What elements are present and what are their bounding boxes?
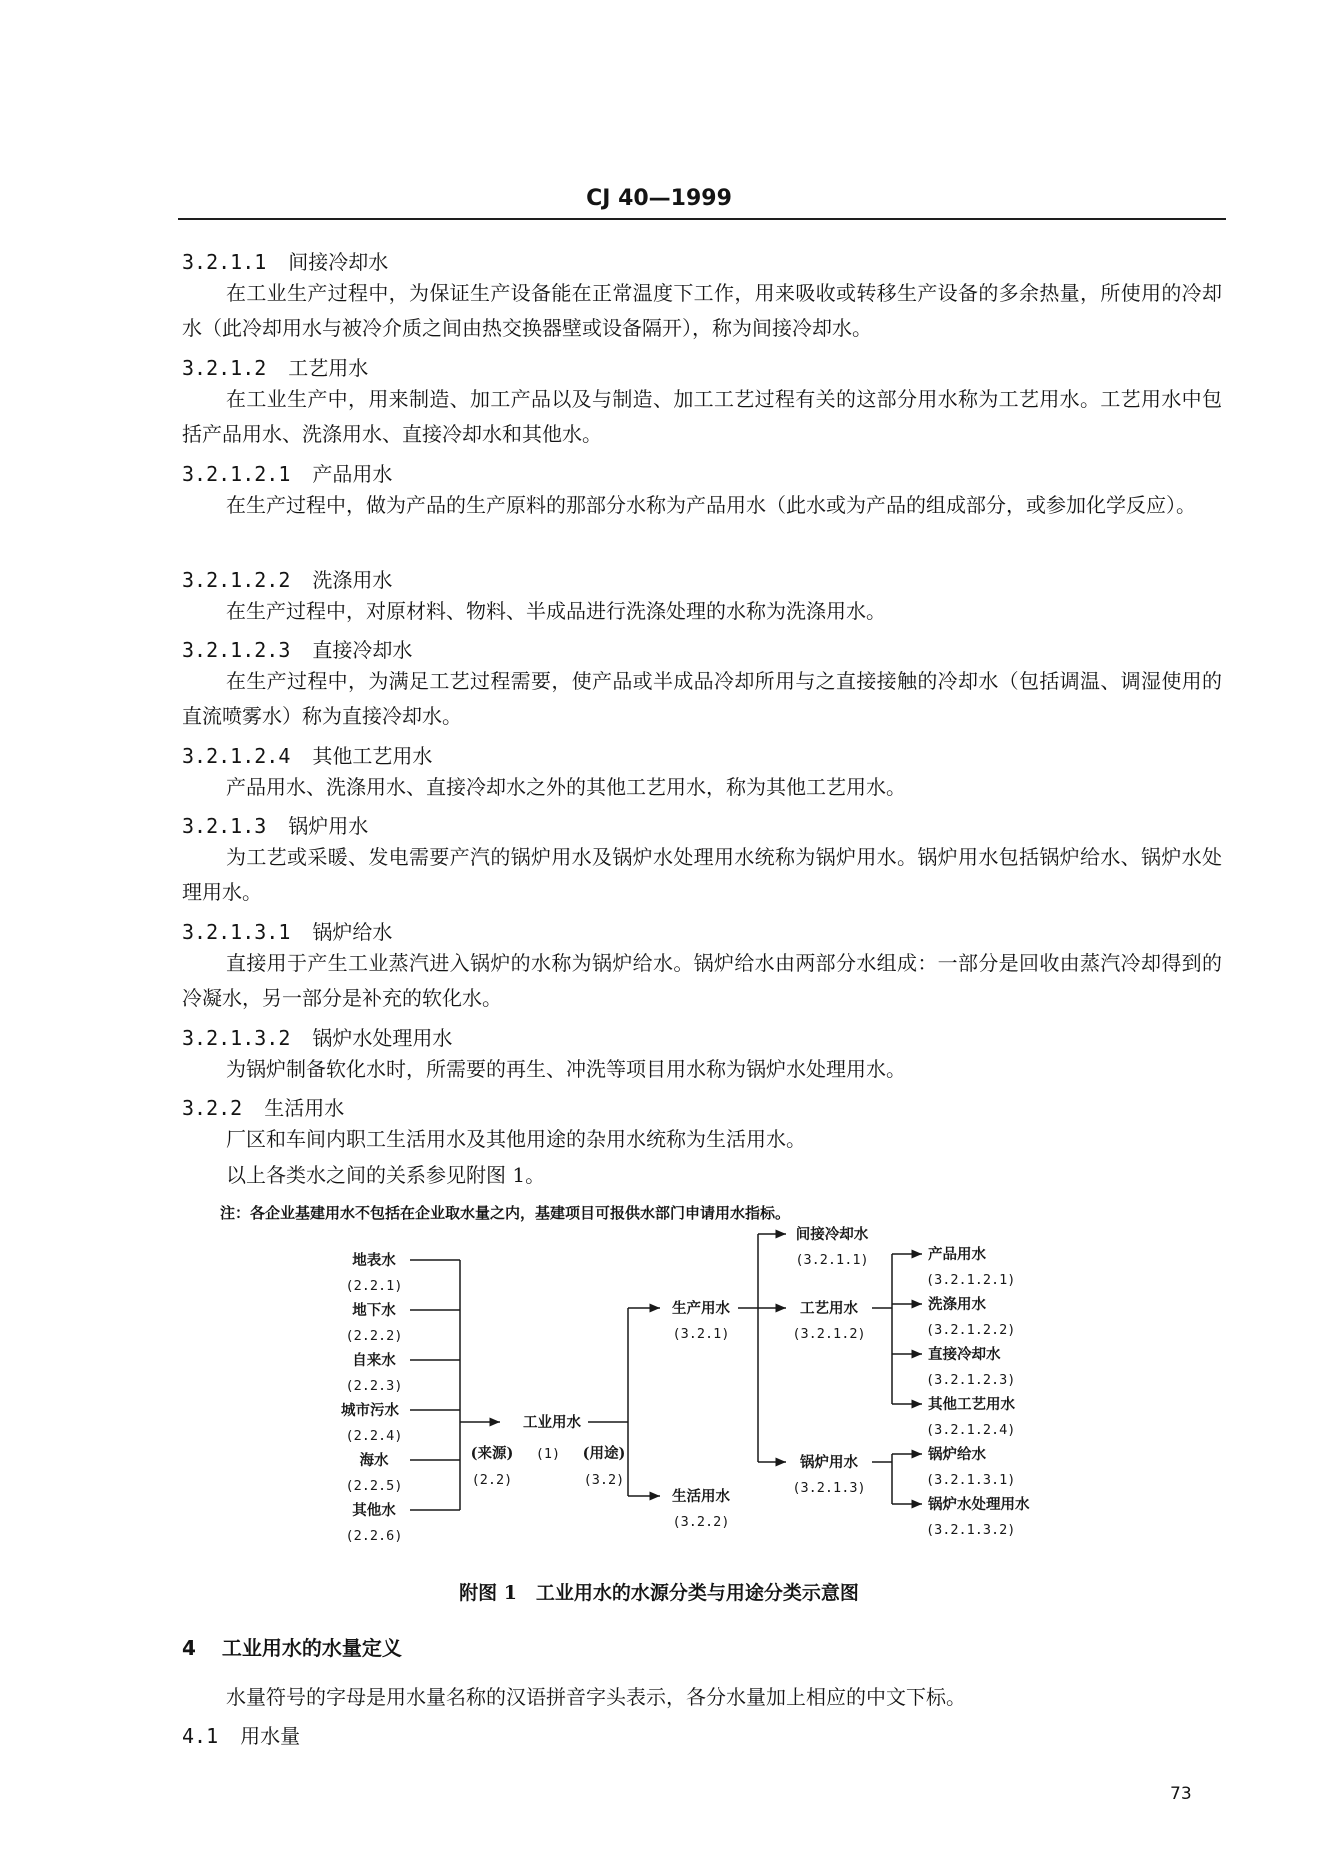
clause-title: 工艺用水 — [288, 356, 369, 380]
clause-number: 3.2.1.2.3 — [182, 638, 291, 662]
center-index: (1) — [535, 1446, 561, 1462]
clause-number: 3.2.1.1 — [182, 250, 267, 274]
center-use-code: (3.2) — [583, 1472, 625, 1488]
process-node-name: 其他工艺用水 — [928, 1396, 1015, 1413]
production-node-code: (3.2.1.2) — [792, 1326, 866, 1342]
subsection-title: 用水量 — [240, 1724, 301, 1748]
production-node-code: (3.2.1.3) — [792, 1480, 866, 1496]
process-node-code: (3.2.1.2.2) — [926, 1322, 1016, 1338]
center-use-label: (用途) — [582, 1445, 626, 1462]
clause-text: 在生产过程中，为满足工艺过程需要，使产品或半成品冷却所用与之直接接触的冷却水（包括调温、调湿使用的直流喷雾水）称为直接冷却水。 — [182, 669, 1222, 728]
source-name: 地下水 — [352, 1302, 396, 1319]
clause-text: 在工业生产中，用来制造、加工产品以及与制造、加工工艺过程有关的这部分用水称为工艺用水。工艺用水中包括产品用水、洗涤用水、直接冷却水和其他水。 — [182, 387, 1222, 446]
boiler-node-name: 锅炉给水 — [928, 1446, 986, 1463]
source-code: (2.2.3) — [345, 1378, 403, 1394]
center-source-label: (来源) — [470, 1445, 514, 1462]
use-node-name: 生活用水 — [672, 1488, 730, 1505]
section-text: 水量符号的字母是用水量名称的汉语拼音字头表示，各分水量加上相应的中文下标。 — [226, 1685, 966, 1709]
clause-text: 直接用于产生工业蒸汽进入锅炉的水称为锅炉给水。锅炉给水由两部分水组成：一部分是回收由蒸汽冷却得到的冷凝水，另一部分是补充的软化水。 — [182, 951, 1222, 1010]
clause-text: 产品用水、洗涤用水、直接冷却水之外的其他工艺用水，称为其他工艺用水。 — [226, 775, 906, 799]
clause-title: 洗涤用水 — [312, 568, 393, 592]
subsection-heading — [182, 1720, 300, 1749]
clause-title: 锅炉给水 — [312, 920, 393, 944]
source-code: (2.2.6) — [345, 1528, 403, 1544]
use-node-code: (3.2.1) — [672, 1326, 730, 1342]
clause-text: 为工艺或采暖、发电需要产汽的锅炉用水及锅炉水处理用水统称为锅炉用水。锅炉用水包括锅炉给水、锅炉水处理用水。 — [182, 845, 1222, 904]
subsection-number: 4.1 — [182, 1724, 219, 1748]
section-heading — [182, 1632, 402, 1661]
source-code: (2.2.5) — [345, 1478, 403, 1494]
clause-number: 3.2.1.2.2 — [182, 568, 291, 592]
source-name: 自来水 — [352, 1352, 396, 1369]
clause-number: 3.2.1.3.1 — [182, 920, 291, 944]
source-code: (2.2.4) — [345, 1428, 403, 1444]
clause-title: 间接冷却水 — [288, 250, 389, 274]
clause-text: 在工业生产过程中，为保证生产设备能在正常温度下工作，用来吸收或转移生产设备的多余热量，所使用的冷却水（此冷却用水与被冷介质之间由热交换器壁或设备隔开），称为间接冷却水。 — [182, 281, 1222, 340]
source-code: (2.2.1) — [345, 1278, 403, 1294]
use-node-name: 生产用水 — [672, 1300, 730, 1317]
process-node-name: 洗涤用水 — [928, 1296, 986, 1313]
process-node-code: (3.2.1.2.4) — [926, 1422, 1016, 1438]
clause-text: 厂区和车间内职工生活用水及其他用途的杂用水统称为生活用水。 — [226, 1127, 806, 1151]
source-name: 其他水 — [352, 1502, 396, 1519]
source-name: 海水 — [359, 1452, 389, 1469]
production-node-name: 锅炉用水 — [800, 1454, 858, 1471]
production-node-name: 工艺用水 — [800, 1300, 858, 1317]
boiler-node-code: (3.2.1.3.2) — [926, 1522, 1016, 1538]
clause-title: 锅炉水处理用水 — [312, 1026, 453, 1050]
boiler-node-name: 锅炉水处理用水 — [928, 1496, 1030, 1513]
clause-title: 其他工艺用水 — [312, 744, 433, 768]
process-node-code: (3.2.1.2.1) — [926, 1272, 1016, 1288]
process-node-name: 产品用水 — [928, 1246, 986, 1263]
clause-number: 3.2.1.3.2 — [182, 1026, 291, 1050]
center-node-name: 工业用水 — [523, 1414, 581, 1431]
relation-text: 以上各类水之间的关系参见附图 1。 — [226, 1163, 546, 1187]
section-number: 4 — [182, 1636, 196, 1660]
clause-title: 产品用水 — [312, 462, 393, 486]
clause-title: 锅炉用水 — [288, 814, 369, 838]
clause-text: 在生产过程中，对原材料、物料、半成品进行洗涤处理的水称为洗涤用水。 — [226, 599, 886, 623]
section-title: 工业用水的水量定义 — [221, 1636, 402, 1660]
boiler-node-code: (3.2.1.3.1) — [926, 1472, 1016, 1488]
figure-caption: 附图 1 工业用水的水源分类与用途分类示意图 — [459, 1582, 859, 1604]
clause-number: 3.2.1.2.4 — [182, 744, 291, 768]
source-name: 地表水 — [352, 1252, 396, 1269]
clause-title: 生活用水 — [264, 1096, 345, 1120]
page-number: 73 — [1170, 1784, 1192, 1804]
process-node-name: 直接冷却水 — [928, 1346, 1001, 1363]
note: 注：各企业基建用水不包括在企业取水量之内，基建项目可报供水部门申请用水指标。 — [220, 1204, 791, 1222]
clause-title: 直接冷却水 — [312, 638, 413, 662]
clause-number: 3.2.1.2 — [182, 356, 267, 380]
clause-number: 3.2.1.3 — [182, 814, 267, 838]
page-header: CJ 40—1999 — [586, 186, 732, 211]
production-node-code: (3.2.1.1) — [795, 1252, 869, 1268]
use-node-code: (3.2.2) — [672, 1514, 730, 1530]
clause-text: 为锅炉制备软化水时，所需要的再生、冲洗等项目用水称为锅炉水处理用水。 — [226, 1057, 906, 1081]
process-node-code: (3.2.1.2.3) — [926, 1372, 1016, 1388]
clause-number: 3.2.1.2.1 — [182, 462, 291, 486]
production-node-name: 间接冷却水 — [795, 1226, 869, 1243]
source-code: (2.2.2) — [345, 1328, 403, 1344]
clause-text: 在生产过程中，做为产品的生产原料的那部分水称为产品用水（此水或为产品的组成部分，或参加化学反应）。 — [226, 493, 1196, 517]
clause-number: 3.2.2 — [182, 1096, 243, 1120]
center-source-code: (2.2) — [471, 1472, 513, 1488]
source-name: 城市污水 — [341, 1402, 399, 1419]
